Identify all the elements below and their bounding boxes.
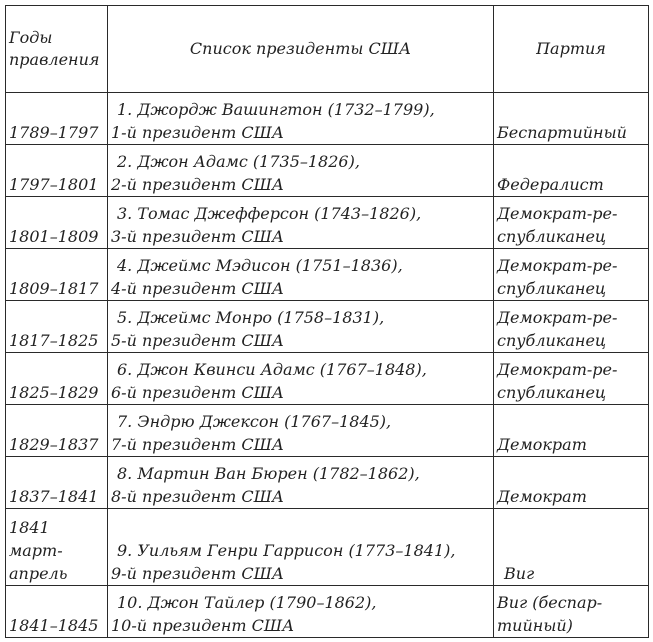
header-years: Годы правления	[6, 6, 108, 93]
president-cell	[108, 457, 494, 509]
years-cell: 1841 март- апрель	[6, 509, 108, 586]
party-cell: Виг (беспар- тийный)	[494, 586, 649, 638]
president-name: 1. Джордж Вашингтон (1732–1799),	[117, 100, 435, 119]
years-cell: 1817–1825	[6, 301, 108, 353]
table-row	[6, 249, 649, 301]
party-cell: Виг	[494, 509, 649, 586]
years-cell: 1801–1809	[6, 197, 108, 249]
party-cell: Беспартийный	[494, 93, 649, 145]
years-cell: 1789–1797	[6, 93, 108, 145]
president-cell	[108, 93, 494, 145]
table-header-row	[6, 6, 649, 93]
president-name: 9. Уильям Генри Гаррисон (1773–1841),	[117, 541, 456, 560]
president-name: 8. Мартин Ван Бюрен (1782–1862),	[117, 464, 420, 483]
party-cell: Демократ	[494, 457, 649, 509]
party-cell: Демократ-ре- спубликанец	[494, 301, 649, 353]
president-name: 6. Джон Квинси Адамс (1767–1848),	[117, 360, 427, 379]
table-row	[6, 586, 649, 638]
president-ordinal: 6-й президент США	[111, 383, 285, 402]
header-list: Список президенты США	[108, 6, 494, 93]
years-cell: 1841–1845	[6, 586, 108, 638]
president-cell	[108, 249, 494, 301]
header-party: Партия	[494, 6, 649, 93]
president-ordinal: 7-й президент США	[111, 435, 285, 454]
table-row	[6, 301, 649, 353]
years-cell: 1829–1837	[6, 405, 108, 457]
years-cell: 1809–1817	[6, 249, 108, 301]
party-cell: Федералист	[494, 145, 649, 197]
president-ordinal: 10-й президент США	[111, 616, 295, 635]
table-row	[6, 457, 649, 509]
presidents-table	[5, 5, 649, 638]
president-name: 5. Джеймс Монро (1758–1831),	[117, 308, 385, 327]
president-name: 2. Джон Адамс (1735–1826),	[117, 152, 360, 171]
table-row	[6, 509, 649, 586]
president-cell	[108, 145, 494, 197]
president-cell	[108, 197, 494, 249]
years-cell: 1837–1841	[6, 457, 108, 509]
president-ordinal: 8-й президент США	[111, 487, 285, 506]
years-cell: 1797–1801	[6, 145, 108, 197]
table-row	[6, 93, 649, 145]
president-cell	[108, 586, 494, 638]
president-ordinal: 4-й президент США	[111, 279, 285, 298]
president-ordinal: 2-й президент США	[111, 175, 285, 194]
president-name: 3. Томас Джефферсон (1743–1826),	[117, 204, 422, 223]
president-ordinal: 9-й президент США	[111, 564, 285, 583]
party-cell: Демократ-ре- спубликанец	[494, 249, 649, 301]
party-cell: Демократ-ре- спубликанец	[494, 197, 649, 249]
president-cell	[108, 405, 494, 457]
years-cell: 1825–1829	[6, 353, 108, 405]
table-row	[6, 197, 649, 249]
president-name: 4. Джеймс Мэдисон (1751–1836),	[117, 256, 403, 275]
table-row	[6, 405, 649, 457]
party-cell: Демократ-ре- спубликанец	[494, 353, 649, 405]
party-cell: Демократ	[494, 405, 649, 457]
president-ordinal: 1-й президент США	[111, 123, 285, 142]
president-cell	[108, 509, 494, 586]
president-ordinal: 5-й президент США	[111, 331, 285, 350]
president-ordinal: 3-й президент США	[111, 227, 285, 246]
president-cell	[108, 353, 494, 405]
president-name: 7. Эндрю Джексон (1767–1845),	[117, 412, 392, 431]
president-name: 10. Джон Тайлер (1790–1862),	[117, 593, 377, 612]
table-row	[6, 145, 649, 197]
president-cell	[108, 301, 494, 353]
table-row	[6, 353, 649, 405]
